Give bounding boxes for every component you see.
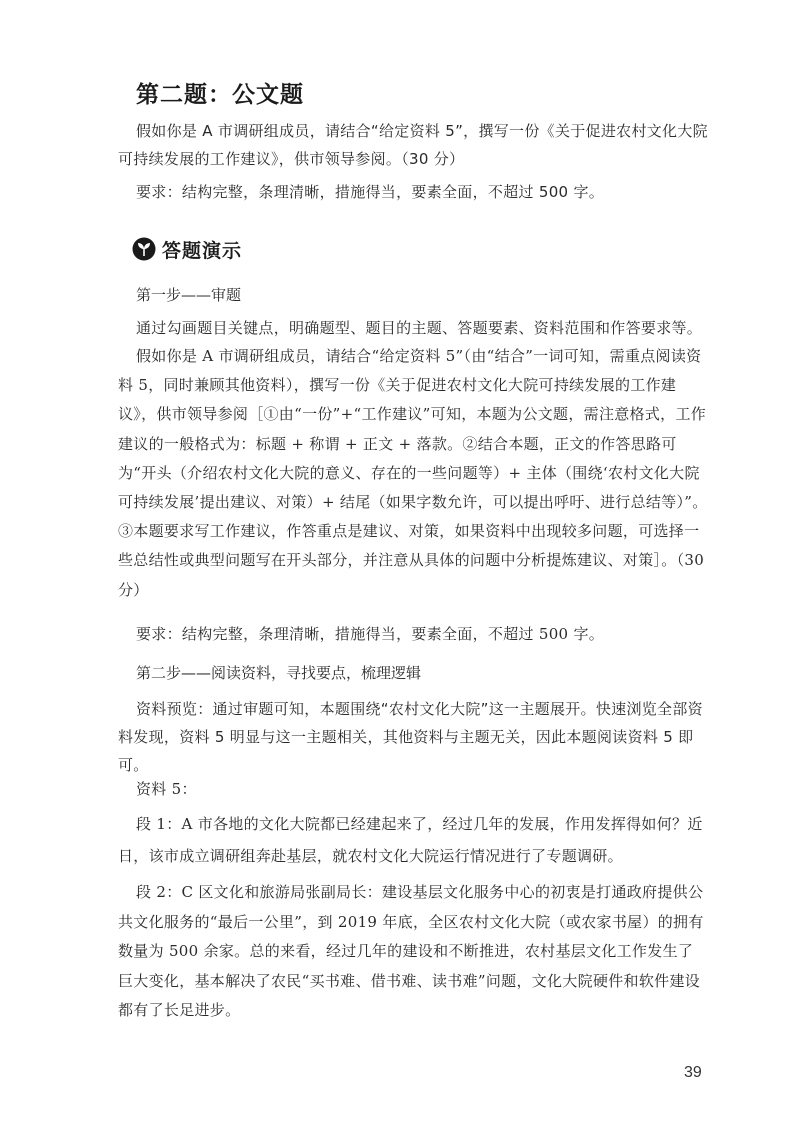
material-label: 资料 5： [136, 780, 197, 798]
step1-requirement: 要求：结构完整，条理清晰，措施得当，要素全面，不超过 500 字。 [136, 625, 605, 643]
material-segment-1: 段 1：A 市各地的文化大院都已经建起来了，经过几年的发展，作用发挥得如何？近日，该市成立调研组奔赴基层，就农村文化大院运行情况进行了专题调研。 [118, 815, 703, 865]
question-prompt: 假如你是 A 市调研组成员，请结合“给定资料 5”，撰写一份《关于促进农村文化大院可持续发展的工作建议》，供市领导参阅。（30 分） [118, 122, 708, 168]
demo-section-header [132, 234, 242, 264]
step1-heading: 第一步——审题 [136, 286, 242, 304]
step1-para2: 假如你是 A 市调研组成员，请结合“给定资料 5”（由“结合”一词可知，需重点阅读资料 5，同时兼顾其他资料），撰写一份《关于促进农村文化大院可持续发展的工作建议》，供市领导参阅［①由“一份”+“工作建议”可知，本题为公文题，需注意格式，工作建议的一般格式为：标题 + 称谓 + 正文 + 落款。②结合本题，正文的作答思路可为“开头（介绍农村文化大院的意义、存在的一些问题等）+ 主体（围绕‘农村文化大院可持续发展’提出建议、对策）+ 结尾（如果字数允许，可以提出呼吁、进行总结等）”。③本题要求写工作建议，作答重点是建议、对策，如果资料中出现较多问题，可选择一些总结性或典型问题写在开头部分，并注意从具体的问题中分析提炼建议、对策］。（30 分） [118, 347, 708, 599]
question-title: 第二题：公文题 [136, 82, 304, 108]
step2-heading: 第二步——阅读资料，寻找要点，梳理逻辑 [136, 664, 422, 682]
step2-preview: 资料预览：通过审题可知，本题围绕“农村文化大院”这一主题展开。快速浏览全部资料发现，资料 5 明显与这一主题相关，其他资料与主题无关，因此本题阅读资料 5 即可。 [118, 700, 703, 774]
demo-section-title: 答题演示 [162, 239, 243, 262]
question-requirement: 要求：结构完整，条理清晰，措施得当，要素全面，不超过 500 字。 [136, 183, 605, 201]
step1-para1: 通过勾画题目关键点，明确题型、题目的主题、答题要素、资料范围和作答要求等。 [136, 319, 703, 337]
sprout-icon [132, 237, 156, 261]
page-number: 39 [684, 1064, 702, 1081]
material-segment-2: 段 2：C 区文化和旅游局张副局长：建设基层文化服务中心的初衷是打通政府提供公共文化服务的“最后一公里”，到 2019 年底，全区农村文化大院（或农家书屋）的拥有数量为 500 余家。总的来看，经过几年的建设和不断推进，农村基层文化工作发生了巨大变化，基本解决了农民“买书难、借书难、读书难”问题，文化大院硬件和软件建设都有了长足进步。 [118, 883, 704, 1019]
